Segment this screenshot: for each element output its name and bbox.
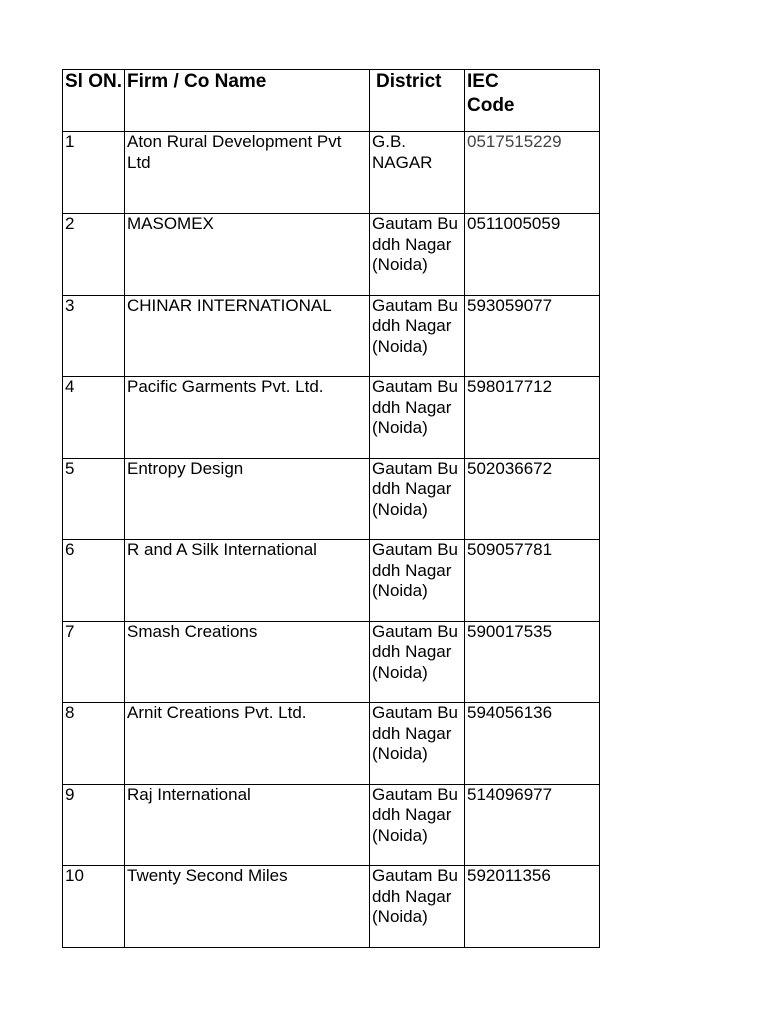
cell-iec-code: 593059077 [465, 295, 600, 377]
header-iec-code [465, 70, 600, 132]
header-firm-name: Firm / Co Name [125, 70, 370, 132]
header-sl: Sl ON. [63, 70, 125, 132]
cell-district: Gautam Buddh Nagar(Noida) [370, 866, 465, 948]
cell-iec-code: 0517515229 [465, 132, 600, 214]
cell-iec-code: 0511005059 [465, 214, 600, 296]
cell-iec-code: 502036672 [465, 458, 600, 540]
cell-district: Gautam Buddh Nagar(Noida) [370, 295, 465, 377]
table-row [63, 866, 600, 948]
cell-sl: 7 [63, 621, 125, 703]
cell-firm-name: MASOMEX [125, 214, 370, 296]
table-row [63, 621, 600, 703]
cell-sl: 3 [63, 295, 125, 377]
cell-sl: 6 [63, 540, 125, 622]
cell-firm-name: Aton Rural Development Pvt Ltd [125, 132, 370, 214]
table-row [63, 784, 600, 866]
header-iec-line1: IEC [467, 71, 499, 92]
cell-district: G.B. NAGAR [370, 132, 465, 214]
header-district: District [370, 70, 465, 132]
table-header-row [63, 70, 600, 132]
table-row [63, 214, 600, 296]
cell-district: Gautam Buddh Nagar(Noida) [370, 214, 465, 296]
cell-sl: 10 [63, 866, 125, 948]
table-row [63, 458, 600, 540]
cell-firm-name: Arnit Creations Pvt. Ltd. [125, 703, 370, 785]
table-row [63, 132, 600, 214]
cell-district: Gautam Buddh Nagar(Noida) [370, 377, 465, 459]
cell-firm-name: Pacific Garments Pvt. Ltd. [125, 377, 370, 459]
cell-sl: 9 [63, 784, 125, 866]
cell-sl: 8 [63, 703, 125, 785]
cell-iec-code: 594056136 [465, 703, 600, 785]
cell-sl: 5 [63, 458, 125, 540]
cell-district: Gautam Buddh Nagar(Noida) [370, 458, 465, 540]
table-row [63, 703, 600, 785]
firm-table [62, 69, 600, 948]
table-row [63, 540, 600, 622]
cell-firm-name: Smash Creations [125, 621, 370, 703]
cell-firm-name: R and A Silk International [125, 540, 370, 622]
cell-iec-code: 590017535 [465, 621, 600, 703]
cell-firm-name: Twenty Second Miles [125, 866, 370, 948]
cell-district: Gautam Buddh Nagar(Noida) [370, 540, 465, 622]
cell-iec-code: 592011356 [465, 866, 600, 948]
cell-firm-name: CHINAR INTERNATIONAL [125, 295, 370, 377]
cell-iec-code: 514096977 [465, 784, 600, 866]
cell-district: Gautam Buddh Nagar(Noida) [370, 703, 465, 785]
cell-firm-name: Entropy Design [125, 458, 370, 540]
cell-iec-code: 598017712 [465, 377, 600, 459]
cell-sl: 4 [63, 377, 125, 459]
cell-sl: 1 [63, 132, 125, 214]
cell-firm-name: Raj International [125, 784, 370, 866]
cell-iec-code: 509057781 [465, 540, 600, 622]
cell-sl: 2 [63, 214, 125, 296]
cell-district: Gautam Buddh Nagar(Noida) [370, 621, 465, 703]
cell-district: Gautam Buddh Nagar(Noida) [370, 784, 465, 866]
table-row [63, 377, 600, 459]
header-iec-line2: Code [467, 95, 515, 116]
table-row [63, 295, 600, 377]
